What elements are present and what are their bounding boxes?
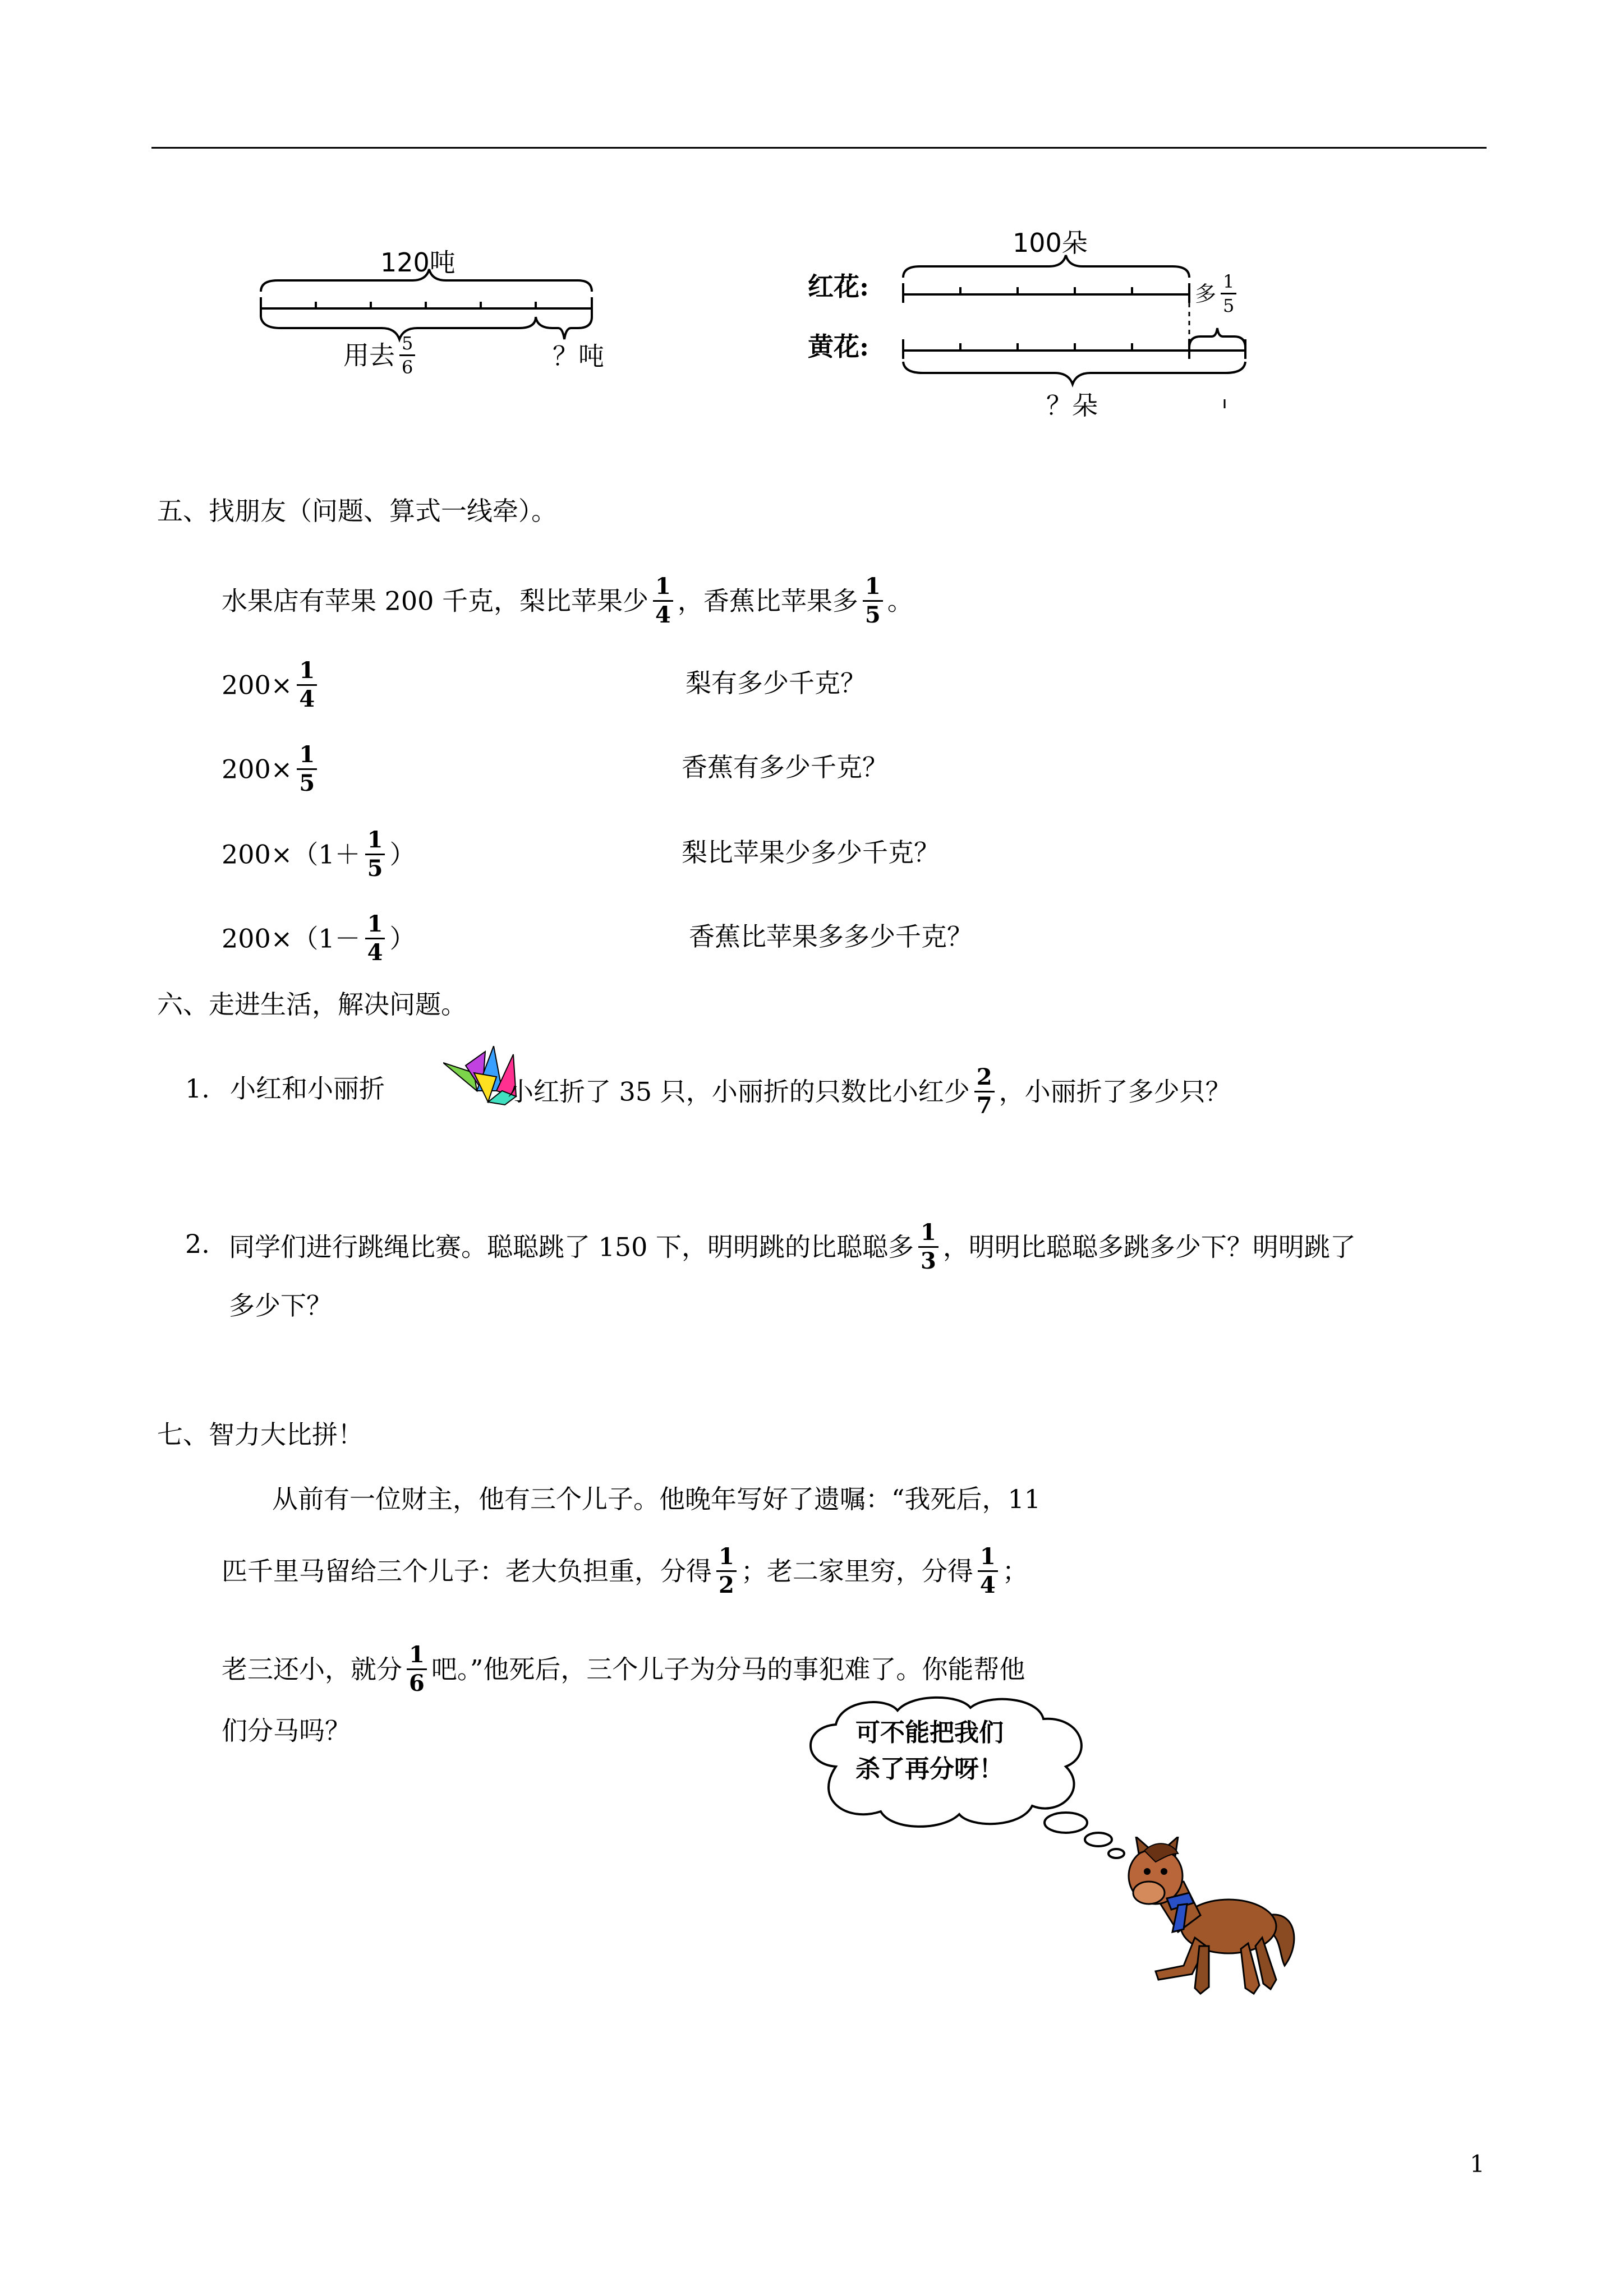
fraction-numerator: 1	[653, 575, 673, 602]
section6-heading: 六、走进生活，解决问题。	[157, 989, 467, 1020]
expression-fraction	[365, 913, 385, 964]
section5-intro	[222, 573, 913, 629]
red-flower-label: 红花:	[808, 271, 869, 302]
question-1[interactable]: 梨有多少千克？	[686, 668, 866, 698]
more-fraction	[1221, 273, 1236, 315]
fraction-denominator: 6	[402, 357, 413, 378]
expression-3[interactable]	[222, 827, 416, 882]
fraction-denominator: 2	[719, 1572, 734, 1598]
fraction-numerator: 1	[297, 660, 317, 686]
bubble-line-2: 杀了再分呀！	[855, 1755, 1004, 1783]
expression-text: 200×（1－	[222, 923, 361, 954]
fraction-denominator: 4	[979, 1572, 996, 1598]
expression-1[interactable]	[222, 657, 321, 713]
story-line-1: 从前有一位财主，他有三个儿子。他晚年写好了遗嘱：“我死后，11	[272, 1484, 1041, 1514]
fraction-numerator: 1	[297, 744, 317, 770]
story-text-a: 匹千里马留给三个儿子：老大负担重，分得	[222, 1556, 712, 1587]
fraction-numerator: 1	[863, 575, 883, 602]
more-text: 多	[1195, 282, 1217, 306]
page-number: 1	[1470, 2150, 1485, 2178]
expression-text-post: ）	[389, 923, 416, 954]
section7-heading: 七、智力大比拼！	[157, 1419, 364, 1450]
question-2[interactable]: 香蕉有多少千克？	[682, 752, 888, 782]
right-total-label: 100朵	[1013, 228, 1088, 258]
story-fraction-2	[978, 1543, 998, 1598]
more-label	[1195, 271, 1241, 317]
fraction-numerator: 1	[407, 1644, 427, 1670]
fraction-numerator: 1	[365, 913, 385, 939]
problem-2-text-c: 多少下？	[229, 1290, 332, 1321]
fraction-denominator: 7	[976, 1092, 992, 1119]
problem-2-fraction	[918, 1221, 938, 1273]
fraction-denominator: 3	[921, 1248, 936, 1274]
problem-1-number: 1.	[185, 1073, 210, 1104]
intro-text-c: 。	[887, 585, 913, 616]
fraction-numerator: 2	[974, 1066, 995, 1092]
question-4[interactable]: 香蕉比苹果多多少千克？	[689, 921, 973, 952]
problem-2-text-b: ，明明比聪聪多跳多少下？明明跳了	[942, 1232, 1356, 1262]
problem-2-number: 2.	[185, 1229, 210, 1259]
story-line-4: 们分马吗？	[222, 1716, 351, 1746]
problem-1-text-c: ，小丽折了多少只？	[999, 1076, 1231, 1107]
expression-text: 200×（1＋	[222, 839, 361, 870]
problem-1-text-b: 小红折了 35 只，小丽折的只数比小红少	[508, 1076, 970, 1107]
expression-fraction	[297, 741, 317, 796]
right-top-brace	[903, 255, 1189, 278]
story-text-d: 老三还小，就分	[222, 1654, 402, 1685]
question-3[interactable]: 梨比苹果少多少千克？	[682, 837, 940, 868]
fraction-numerator: 5	[399, 334, 415, 356]
horse-image	[1116, 1837, 1307, 2005]
story-line-3	[222, 1642, 1025, 1697]
fraction-numerator: 1	[918, 1221, 938, 1248]
expression-text: 200×	[222, 670, 293, 700]
story-fraction-3	[407, 1644, 427, 1695]
used-text: 用去	[343, 340, 395, 371]
expression-text-post: ）	[389, 839, 416, 870]
fraction-numerator: 1	[978, 1546, 998, 1572]
used-fraction	[399, 334, 415, 376]
fraction-denominator: 6	[409, 1670, 425, 1696]
fraction-numerator: 1	[1221, 273, 1236, 294]
section5-heading: 五、找朋友（问题、算式一线牵）。	[157, 496, 557, 526]
yellow-flower-label: 黄花:	[808, 331, 869, 362]
problem-1-text	[508, 1064, 1231, 1119]
expression-2[interactable]	[222, 741, 321, 797]
story-text-e: 吧。”他死后，三个儿子为分马的事犯难了。你能帮他	[431, 1654, 1025, 1685]
problem-1-text-a: 小红和小丽折	[230, 1073, 385, 1104]
intro-fraction-1	[653, 575, 673, 626]
fraction-denominator: 4	[299, 686, 315, 712]
intro-fraction-2	[863, 575, 883, 626]
right-unknown-label: ？朵	[1046, 390, 1098, 421]
fraction-denominator: 4	[655, 602, 671, 628]
intro-text-a: 水果店有苹果 200 千克，梨比苹果少	[222, 585, 649, 616]
fraction-numerator: 1	[365, 829, 385, 855]
problem-2-text	[229, 1219, 1356, 1275]
expression-fraction	[365, 829, 385, 880]
left-used-label	[343, 333, 420, 379]
fraction-denominator: 5	[367, 855, 383, 882]
left-unknown-label: ？吨	[553, 341, 604, 371]
story-line-2	[222, 1543, 1028, 1599]
intro-text-b: ，香蕉比苹果多	[677, 585, 858, 616]
problem-1-fraction	[974, 1066, 995, 1117]
problem-2-text-a: 同学们进行跳绳比赛。聪聪跳了 150 下，明明跳的比聪聪多	[229, 1232, 914, 1262]
fraction-denominator: 5	[1223, 295, 1235, 316]
expression-4[interactable]	[222, 911, 416, 966]
fraction-numerator: 1	[716, 1546, 737, 1572]
expression-text: 200×	[222, 754, 293, 785]
expression-fraction	[297, 657, 317, 712]
fraction-denominator: 5	[864, 602, 881, 628]
fraction-denominator: 5	[299, 770, 315, 796]
bubble-line-1: 可不能把我们	[855, 1718, 1004, 1747]
story-text-b: ；老二家里穷，分得	[740, 1556, 973, 1587]
left-total-label: 120吨	[380, 247, 456, 278]
fraction-denominator: 4	[367, 939, 383, 966]
story-fraction-1	[716, 1543, 737, 1598]
story-text-c: ；	[1002, 1556, 1028, 1587]
